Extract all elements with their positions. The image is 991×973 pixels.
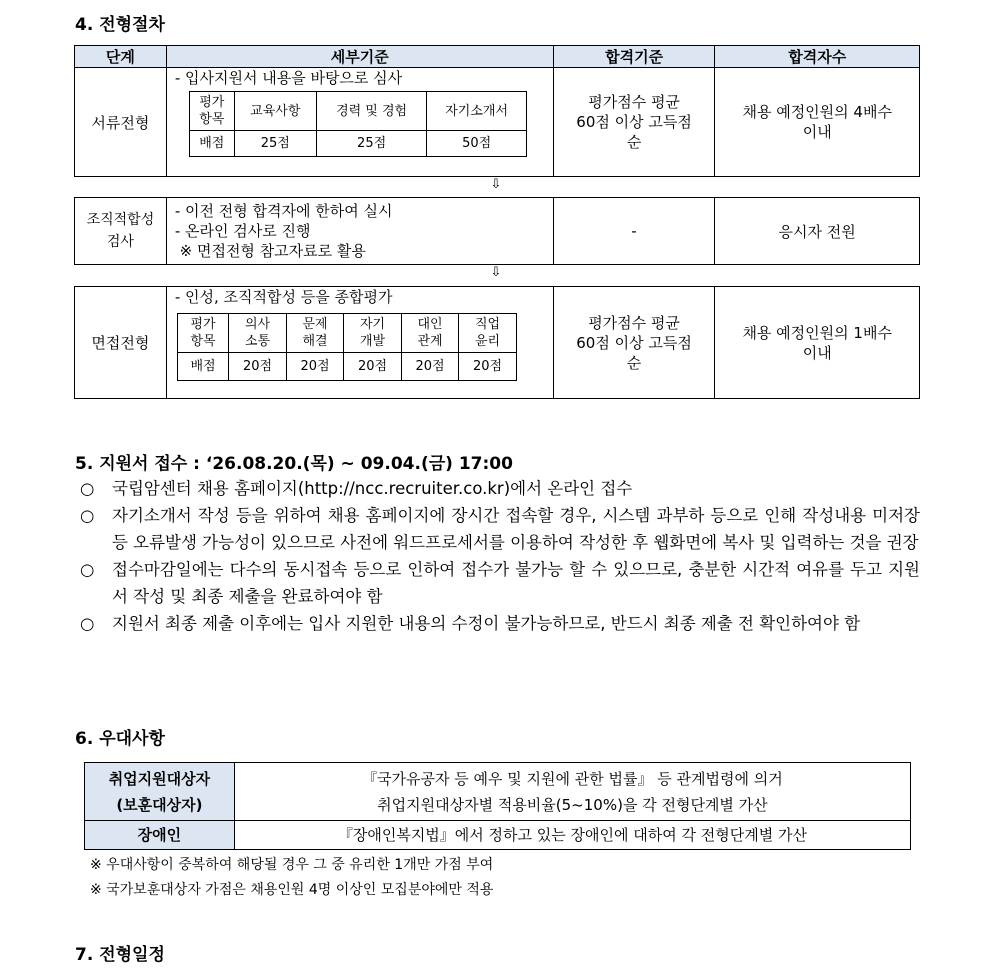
stage-fit: 조직적합성 검사 xyxy=(75,198,167,265)
application-bullets xyxy=(80,475,920,637)
stage-doc: 서류전형 xyxy=(75,68,167,177)
doc-score-3: 50점 xyxy=(427,131,526,157)
doc-item-2: 경력 및 경험 xyxy=(316,92,427,131)
interview-item-3: 자기 개발 xyxy=(344,314,402,353)
arrow-down-icon: ⇩ xyxy=(490,265,502,280)
interview-item-0: 평가 항목 xyxy=(177,314,228,353)
fit-line-1: - 온라인 검사로 진행 xyxy=(174,222,311,240)
interview-score-1: 20점 xyxy=(229,353,287,381)
interview-score-table xyxy=(177,313,517,381)
list-item xyxy=(80,475,920,502)
interview-desc: - 인성, 조직적합성 등을 종합평가 xyxy=(174,288,393,306)
pref-text-veteran: 『국가유공자 등 예우 및 지원에 관한 법률』 등 관계법령에 의거 취업지원대상자별 적용비율(5~10%)을 각 전형단계별 가산 xyxy=(234,763,910,821)
doc-item-0: 평가 항목 xyxy=(189,92,234,131)
interview-item-1: 의사 소통 xyxy=(229,314,287,353)
bullet-text: 지원서 최종 제출 이후에는 입사 지원한 내용의 수정이 불가능하므로, 반드시 최종 제출 전 확인하여야 함 xyxy=(112,614,861,633)
header-detail: 세부기준 xyxy=(166,46,553,68)
list-item xyxy=(80,556,920,610)
section-6-title: 6. 우대사항 xyxy=(75,729,165,749)
interview-count: 채용 예정인원의 1배수 이내 xyxy=(715,287,920,399)
interview-score-5: 20점 xyxy=(459,353,517,381)
bullet-text: 자기소개서 작성 등을 위하여 채용 홈페이지에 장시간 접속할 경우, 시스템 과부하 등으로 인해 작성내용 미저장 등 오류발생 가능성이 있으므로 사전에 워드프로세서를 이용하여 작성한 후 웹화면에 복사 및 입력하는 것을 권장 xyxy=(112,506,920,552)
process-table-doc xyxy=(74,45,920,177)
stage-interview: 면접전형 xyxy=(75,287,167,399)
header-stage: 단계 xyxy=(75,46,167,68)
header-count: 합격자수 xyxy=(715,46,920,68)
doc-count: 채용 예정인원의 4배수 이내 xyxy=(715,68,920,177)
doc-item-1: 교육사항 xyxy=(234,92,316,131)
section-7-title: 7. 전형일정 xyxy=(75,945,165,965)
preference-table xyxy=(84,762,911,850)
interview-item-2: 문제 해결 xyxy=(286,314,344,353)
interview-score-3: 20점 xyxy=(344,353,402,381)
pref-label-veteran: 취업지원대상자 (보훈대상자) xyxy=(85,763,235,821)
doc-pass: 평가점수 평균 60점 이상 고득점 순 xyxy=(553,68,715,177)
pref-note-1: ※ 국가보훈대상자 가점은 채용인원 4명 이상인 모집분야에만 적용 xyxy=(90,882,494,898)
doc-score-2: 25점 xyxy=(316,131,427,157)
fit-line-0: - 이전 전형 합격자에 한하여 실시 xyxy=(174,202,393,220)
interview-score-2: 20점 xyxy=(286,353,344,381)
header-pass: 합격기준 xyxy=(553,46,715,68)
doc-score-table xyxy=(189,91,527,157)
pref-text-disabled: 『장애인복지법』에서 정하고 있는 장애인에 대하여 각 전형단계별 가산 xyxy=(234,821,910,850)
interview-item-5: 직업 윤리 xyxy=(459,314,517,353)
fit-line-2: ※ 면접전형 참고자료로 활용 xyxy=(174,242,366,260)
section-4-title: 4. 전형절차 xyxy=(75,15,165,35)
interview-score-0: 배점 xyxy=(177,353,228,381)
interview-pass: 평가점수 평균 60점 이상 고득점 순 xyxy=(553,287,715,399)
circle-bullet-icon: ○ xyxy=(80,560,95,579)
bullet-text: 접수마감일에는 다수의 동시접속 등으로 인하여 접수가 불가능 할 수 있으므로, 충분한 시간적 여유를 두고 지원서 작성 및 최종 제출을 완료하여야 함 xyxy=(112,560,920,606)
arrow-down-icon: ⇩ xyxy=(490,177,502,192)
fit-count: 응시자 전원 xyxy=(715,198,920,265)
doc-desc: - 입사지원서 내용을 바탕으로 심사 xyxy=(174,69,403,87)
section-5-title: 5. 지원서 접수 : ‘26.08.20.(목) ~ 09.04.(금) 17:00 xyxy=(75,454,513,474)
list-item xyxy=(80,502,920,556)
fit-pass: - xyxy=(553,198,715,265)
pref-label-disabled: 장애인 xyxy=(85,821,235,850)
circle-bullet-icon: ○ xyxy=(80,614,95,633)
pref-note-0: ※ 우대사항이 중복하여 해당될 경우 그 중 유리한 1개만 가점 부여 xyxy=(90,857,494,873)
doc-score-1: 25점 xyxy=(234,131,316,157)
list-item xyxy=(80,610,920,637)
process-table-fit xyxy=(74,197,920,265)
circle-bullet-icon: ○ xyxy=(80,479,95,498)
doc-item-3: 자기소개서 xyxy=(427,92,526,131)
doc-score-0: 배점 xyxy=(189,131,234,157)
process-table-interview xyxy=(74,286,920,399)
interview-score-4: 20점 xyxy=(401,353,459,381)
circle-bullet-icon: ○ xyxy=(80,506,95,525)
interview-item-4: 대인 관계 xyxy=(401,314,459,353)
bullet-text: 국립암센터 채용 홈페이지(http://ncc.recruiter.co.kr)에서 온라인 접수 xyxy=(112,479,633,498)
